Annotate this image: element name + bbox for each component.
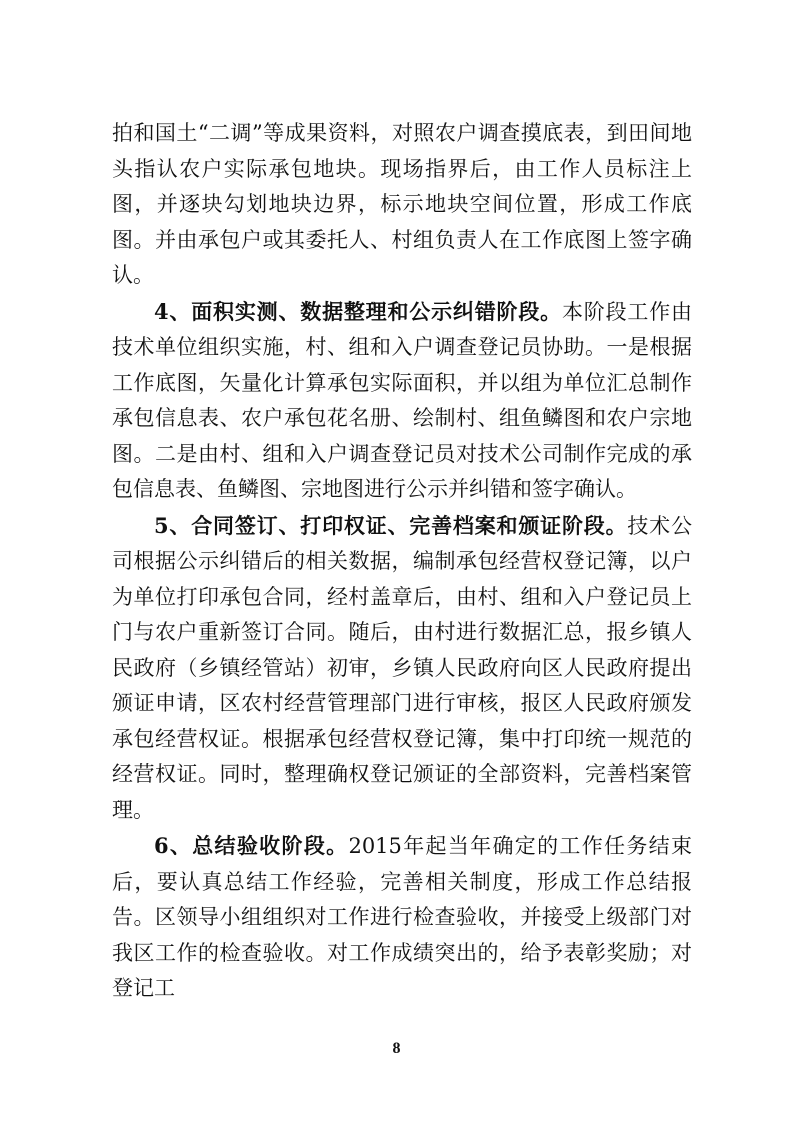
paragraph-stage-4 bbox=[112, 294, 692, 508]
stage-heading: 5、合同签订、打印权证、完善档案和颁证阶段。 bbox=[154, 512, 628, 538]
paragraph-continuation bbox=[112, 116, 692, 294]
paragraph-text: 技术公司根据公示纠错后的相关数据，编制承包经营权登记簿，以户为单位打印承包合同，经村盖章后，由村、组和入户登记员上门与农户重新签订合同。随后，由村进行数据汇总，报乡镇人民政府（乡镇经管站）初审，乡镇人民政府向区人民政府提出颁证申请，区农村经营管理部门进行审核，报区人民政府颁发承包经营权证。根据承包经营权登记簿，集中打印统一规范的经营权证。同时，整理确权登记颁证的全部资料，完善档案管理。 bbox=[112, 513, 692, 822]
paragraph-text: 2015年起当年确定的工作任务结束后，要认真总结工作经验，完善相关制度，形成工作总结报告。区领导小组组织对工作进行检查验收，并接受上级部门对我区工作的检查验收。对工作成绩突出的，给予表彰奖励；对登记工 bbox=[112, 834, 692, 1000]
paragraph-text: 拍和国土“二调”等成果资料，对照农户调查摸底表，到田间地头指认农户实际承包地块。现场指界后，由工作人员标注上图，并逐块勾划地块边界，标示地块空间位置，形成工作底图。并由承包户或其委托人、村组负责人在工作底图上签字确认。 bbox=[112, 121, 692, 287]
body-text bbox=[112, 116, 692, 1007]
page-number: 8 bbox=[392, 1040, 401, 1057]
paragraph-text: 本阶段工作由技术单位组织实施，村、组和入户调查登记员协助。一是根据工作底图，矢量化计算承包实际面积，并以组为单位汇总制作承包信息表、农户承包花名册、绘制村、组鱼鳞图和农户宗地图。二是由村、组和入户调查登记员对技术公司制作完成的承包信息表、鱼鳞图、宗地图进行公示并纠错和签字确认。 bbox=[112, 299, 692, 501]
paragraph-stage-6 bbox=[112, 828, 692, 1007]
stage-heading: 4、面积实测、数据整理和公示纠错阶段。 bbox=[154, 298, 562, 324]
stage-heading: 6、总结验收阶段。 bbox=[154, 833, 349, 858]
paragraph-stage-5 bbox=[112, 508, 692, 829]
